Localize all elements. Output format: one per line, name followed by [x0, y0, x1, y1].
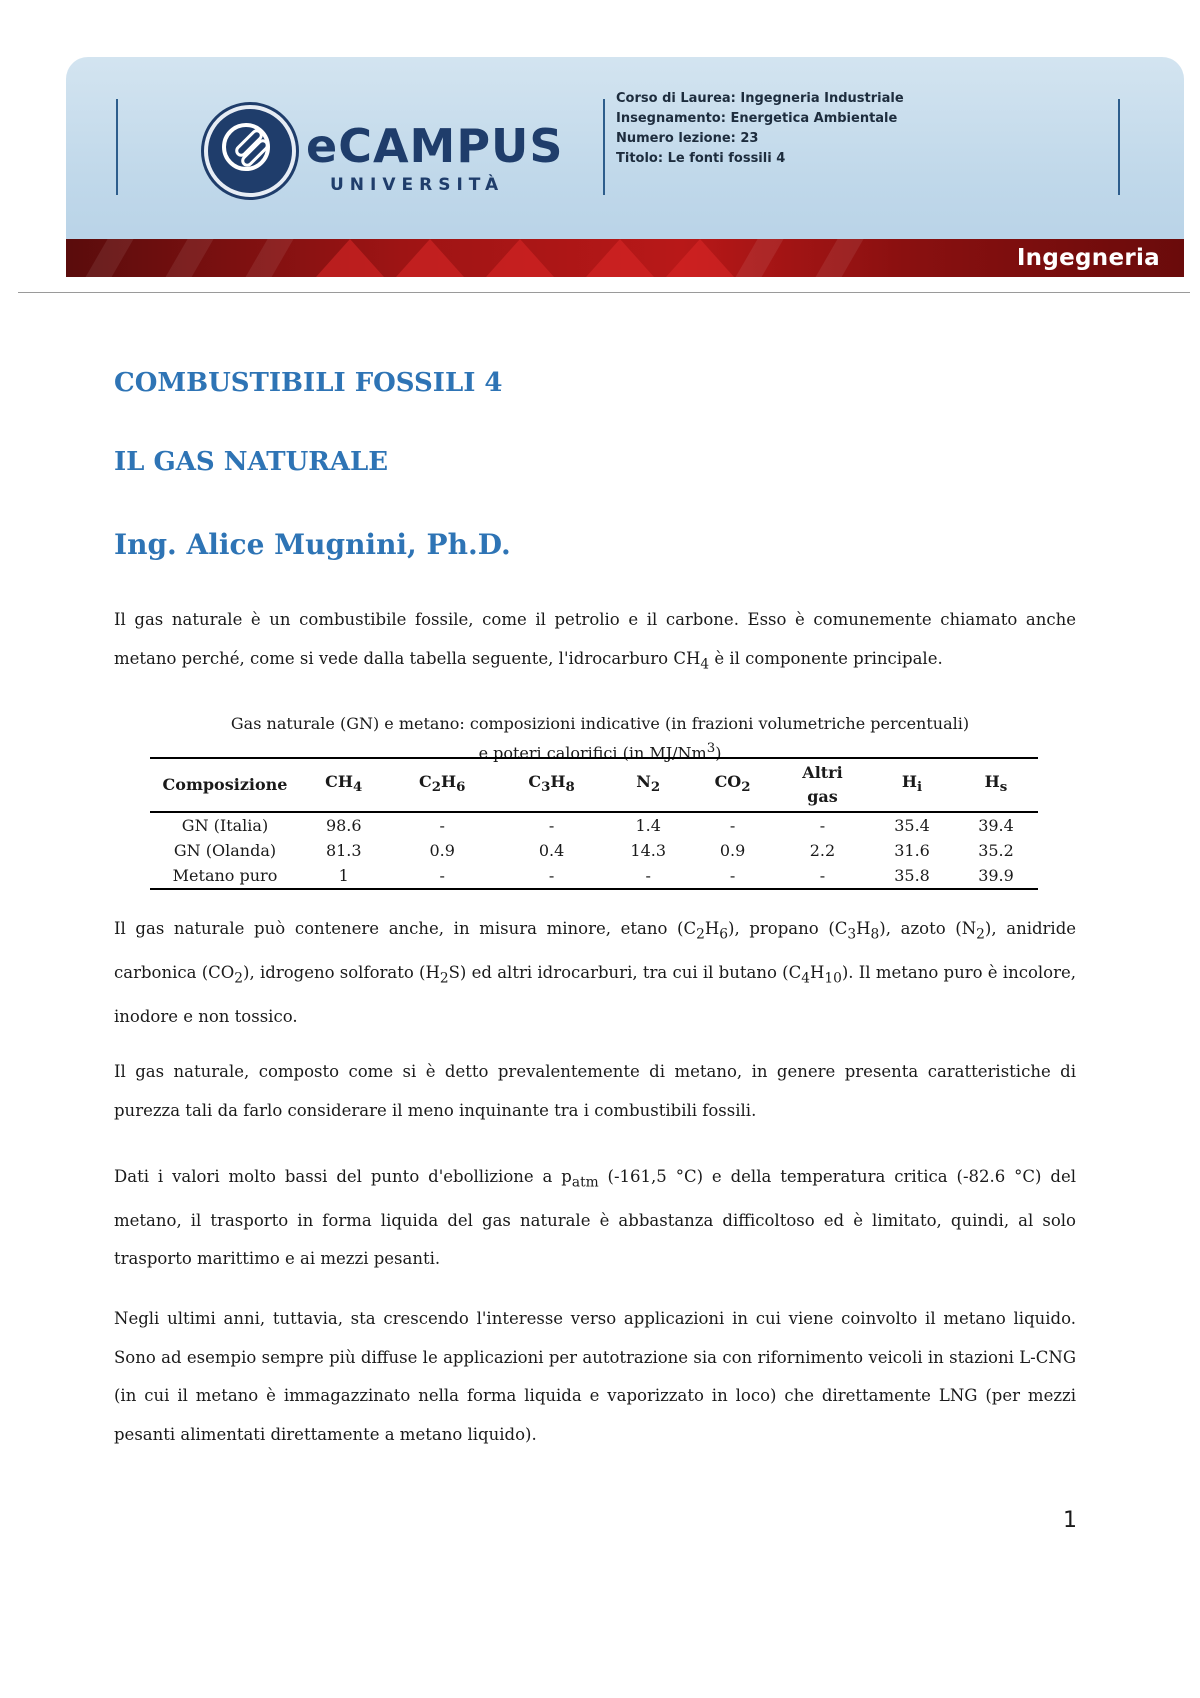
- paragraph-intro: Il gas naturale è un combustibile fossile, come il petrolio e il carbone. Esso è comunemente chiamato anche metano perché, come si vede dalla tabella seguente, l'idrocarburo $CH_4$ è il componente principale.: [114, 610, 1076, 672]
- logo-text: eCAMPUS: [306, 119, 564, 173]
- row-label: Metano puro: [150, 863, 300, 889]
- cell-hi: 31.6: [894, 841, 930, 860]
- table-row: [150, 863, 1038, 889]
- header-c3h8: $C_3H_8$: [497, 758, 606, 812]
- table-header-row: [150, 758, 1038, 812]
- header-hs: $H_s$: [954, 758, 1038, 812]
- cell-hi: 35.8: [870, 863, 954, 889]
- paragraph-components: Il gas naturale può contenere anche, in misura minore, etano $(C_2H_6)$, propano $(C_3H_8)$, azoto $(N_2)$, anidride carbonica $(CO_2)$, idrogeno solforato $(H_2S)$ ed altri idrocarburi, tra cui il butano $(C_4H_{10})$. Il metano puro è incolore, inodore e non tossico.: [114, 919, 1077, 1026]
- cell-co2: -: [690, 863, 775, 889]
- cell-hs: 39.9: [954, 863, 1038, 889]
- course-info: [616, 89, 904, 169]
- cell-altri: -: [819, 816, 826, 835]
- header-c2h6: $C_2H_6$: [388, 758, 497, 812]
- course-name: Corso di Laurea: Ingegneria Industriale: [616, 91, 904, 106]
- table-caption-line2: e poteri calorifici (in MJ/Nm$^3$): [478, 741, 722, 763]
- header-n2: $N_2$: [606, 758, 690, 812]
- cell-altri: 2.2: [809, 841, 836, 860]
- row-label: GN (Olanda): [173, 841, 277, 860]
- subject-name: Insegnamento: Energetica Ambientale: [616, 111, 898, 126]
- paragraph-transport: Dati i valori molto bassi del punto d'ebollizione a $p_{atm}$ (-161,5 °C) e della temperatura critica (-82.6 °C) del metano, il trasporto in forma liquida del gas naturale è abbastanza difficoltoso ed è limitato, quindi, al solo trasporto marittimo e ai mezzi pesanti.: [114, 1167, 1076, 1269]
- document-title: COMBUSTIBILI FOSSILI 4: [114, 368, 503, 398]
- cell-altri: -: [775, 863, 870, 889]
- cell-c3h8: 0.4: [538, 841, 565, 860]
- cell-co2: -: [729, 816, 736, 835]
- section-title: IL GAS NATURALE: [114, 447, 389, 477]
- banner-divider-left: [116, 99, 118, 195]
- cell-c2h6: 0.9: [429, 841, 455, 860]
- header-ch4: $CH_4$: [300, 758, 388, 812]
- cell-c3h8: -: [497, 863, 606, 889]
- ecampus-logo-icon: [204, 105, 296, 197]
- lesson-number: Numero lezione: 23: [616, 131, 759, 146]
- table-row: [150, 838, 1038, 863]
- red-decor-band: [66, 239, 1184, 277]
- cell-ch4: 81.3: [325, 841, 362, 860]
- header-co2: $CO_2$: [690, 758, 775, 812]
- cell-ch4: 1: [300, 863, 388, 889]
- paragraph-purity: Il gas naturale, composto come si è detto prevalentemente di metano, in genere presenta caratteristiche di purezza tali da farlo considerare il meno inquinante tra i combustibili fossili.: [114, 1062, 1076, 1120]
- banner-divider-right: [1118, 99, 1120, 195]
- header-composizione: Composizione: [150, 758, 300, 812]
- banner-divider-middle: [603, 99, 605, 195]
- cell-hi: 35.4: [894, 816, 930, 835]
- composition-table: [150, 757, 1038, 890]
- cell-hs: 35.2: [978, 841, 1014, 860]
- header-banner: [66, 57, 1184, 277]
- cell-c2h6: -: [439, 816, 445, 835]
- header-hi: $H_i$: [870, 758, 954, 812]
- cell-c2h6: -: [388, 863, 497, 889]
- lesson-title: Titolo: Le fonti fossili 4: [616, 151, 786, 166]
- paragraph-liquid-methane: Negli ultimi anni, tuttavia, sta crescendo l'interesse verso applicazioni in cui viene coinvolto il metano liquido. Sono ad esempio sempre più diffuse le applicazioni per autotrazione sia con rifornimento veicoli in stazioni L-CNG (in cui il metano è immagazzinato nella forma liquida e vaporizzato in loco) che direttamente LNG (per mezzi pesanti alimentati direttamente a metano liquido).: [114, 1309, 1076, 1444]
- faculty-label: Ingegneria: [1016, 245, 1160, 271]
- table-row: [150, 812, 1038, 838]
- header-altri-gas: Altri gas: [775, 758, 870, 812]
- cell-n2: 14.3: [630, 841, 667, 860]
- cell-n2: 1.4: [635, 816, 661, 835]
- logo-subtext: UNIVERSITÀ: [330, 175, 505, 195]
- author-name: Ing. Alice Mugnini, Ph.D.: [114, 528, 511, 561]
- cell-hs: 39.4: [978, 816, 1014, 835]
- table-caption-line1: Gas naturale (GN) e metano: composizioni indicative (in frazioni volumetriche percentuali): [230, 714, 970, 733]
- cell-ch4: 98.6: [325, 816, 362, 835]
- cell-co2: 0.9: [719, 841, 746, 860]
- cell-c3h8: -: [548, 816, 555, 835]
- cell-n2: -: [606, 863, 690, 889]
- row-label: GN (Italia): [181, 816, 269, 835]
- page-number: 1: [1063, 1508, 1077, 1533]
- header-divider: [18, 292, 1190, 293]
